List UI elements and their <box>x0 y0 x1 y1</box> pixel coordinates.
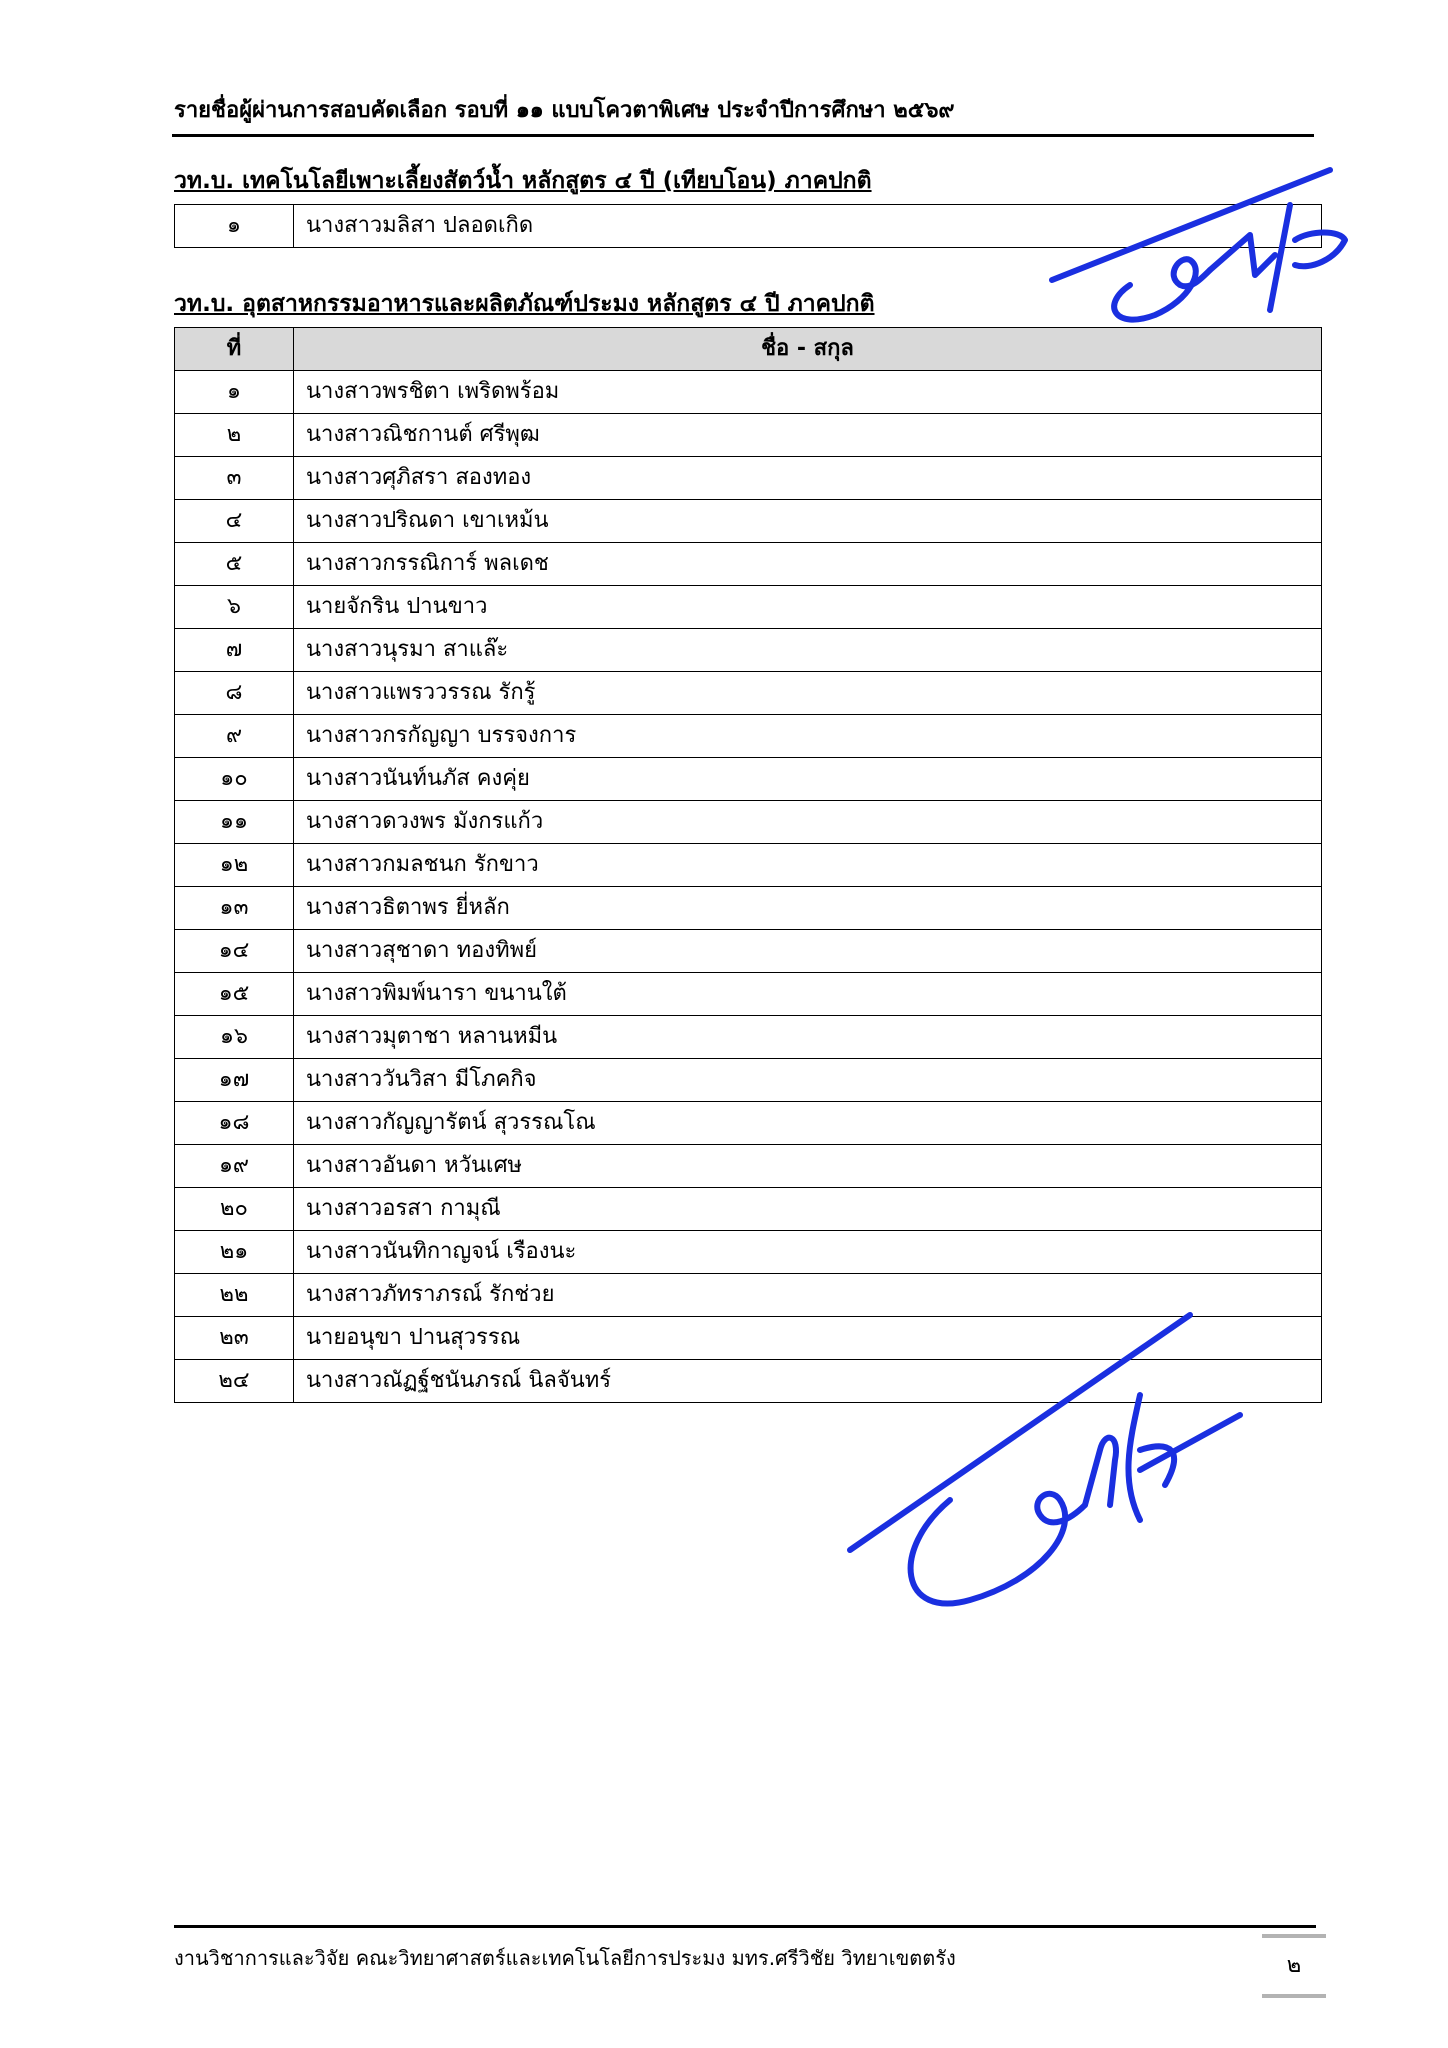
table-row <box>175 1231 1322 1274</box>
student-name: นางสาววันวิสา มีโภคกิจ <box>294 1059 1322 1102</box>
table-row <box>175 844 1322 887</box>
student-name: นางสาวสุชาดา ทองทิพย์ <box>294 930 1322 973</box>
row-number: ๑ <box>175 205 294 248</box>
table-row <box>175 586 1322 629</box>
student-name: นางสาวพรชิตา เพริดพร้อม <box>294 371 1322 414</box>
table-row <box>175 457 1322 500</box>
table-row <box>175 371 1322 414</box>
student-name: นางสาวศุภิสรา สองทอง <box>294 457 1322 500</box>
row-number: ๔ <box>175 500 294 543</box>
row-number: ๖ <box>175 586 294 629</box>
student-name: นางสาวกมลชนก รักขาว <box>294 844 1322 887</box>
row-number: ๙ <box>175 715 294 758</box>
row-number: ๕ <box>175 543 294 586</box>
document-title: รายชื่อผู้ผ่านการสอบคัดเลือก รอบที่ ๑๑ แบบโควตาพิเศษ ประจำปีการศึกษา ๒๕๖๙ <box>174 98 955 123</box>
row-number: ๑๐ <box>175 758 294 801</box>
row-number: ๒๓ <box>175 1317 294 1360</box>
table-row <box>175 672 1322 715</box>
table-row <box>175 1145 1322 1188</box>
row-number: ๒๑ <box>175 1231 294 1274</box>
section1-title: วท.บ. เทคโนโลยีเพาะเลี้ยงสัตว์น้ำ หลักสูตร ๔ ปี (เทียบโอน) ภาคปกติ <box>174 168 872 194</box>
student-name: นางสาวมลิสา ปลอดเกิด <box>294 205 1322 248</box>
table-row <box>175 715 1322 758</box>
page-number: ๒ <box>1262 1934 1326 1998</box>
row-number: ๑๔ <box>175 930 294 973</box>
table-row <box>175 973 1322 1016</box>
column-header-name: ชื่อ - สกุล <box>294 328 1322 371</box>
student-name: นางสาวพิมพ์นารา ขนานใต้ <box>294 973 1322 1016</box>
row-number: ๒๔ <box>175 1360 294 1403</box>
table-row <box>175 414 1322 457</box>
row-number: ๒๒ <box>175 1274 294 1317</box>
table-row <box>175 758 1322 801</box>
row-number: ๑๖ <box>175 1016 294 1059</box>
student-name: นายอนุขา ปานสุวรรณ <box>294 1317 1322 1360</box>
student-name: นางสาวอรสา กามุณี <box>294 1188 1322 1231</box>
table-row <box>175 543 1322 586</box>
student-name: นายจักริน ปานขาว <box>294 586 1322 629</box>
table-row <box>175 1016 1322 1059</box>
student-name: นางสาวกัญญารัตน์ สุวรรณโณ <box>294 1102 1322 1145</box>
table-row <box>175 1188 1322 1231</box>
student-name: นางสาวนันทิกาญจน์ เรืองนะ <box>294 1231 1322 1274</box>
student-name: นางสาวนุรมา สาแล๊ะ <box>294 629 1322 672</box>
table-row <box>175 500 1322 543</box>
row-number: ๑ <box>175 371 294 414</box>
column-header-no: ที่ <box>175 328 294 371</box>
student-name: นางสาวกรกัญญา บรรจงการ <box>294 715 1322 758</box>
section2-table <box>174 327 1322 1403</box>
row-number: ๑๕ <box>175 973 294 1016</box>
student-name: นางสาวกรรณิการ์ พลเดช <box>294 543 1322 586</box>
table-row <box>175 1102 1322 1145</box>
section2-title: วท.บ. อุตสาหกรรมอาหารและผลิตภัณฑ์ประมง หลักสูตร ๔ ปี ภาคปกติ <box>174 291 875 317</box>
row-number: ๓ <box>175 457 294 500</box>
row-number: ๑๘ <box>175 1102 294 1145</box>
student-name: นางสาวดวงพร มังกรแก้ว <box>294 801 1322 844</box>
row-number: ๑๙ <box>175 1145 294 1188</box>
student-name: นางสาวปริณดา เขาเหม้น <box>294 500 1322 543</box>
table-row <box>175 629 1322 672</box>
table-row <box>175 801 1322 844</box>
row-number: ๑๗ <box>175 1059 294 1102</box>
student-name: นางสาวณิชกานต์ ศรีพุฒ <box>294 414 1322 457</box>
footer-text: งานวิชาการและวิจัย คณะวิทยาศาสตร์และเทคโนโลยีการประมง มทร.ศรีวิชัย วิทยาเขตตรัง <box>174 1946 956 1970</box>
student-name: นางสาวภัทราภรณ์ รักช่วย <box>294 1274 1322 1317</box>
student-name: นางสาวนันท์นภัส คงคุ่ย <box>294 758 1322 801</box>
row-number: ๒๐ <box>175 1188 294 1231</box>
table-row <box>175 887 1322 930</box>
student-name: นางสาวธิตาพร ยี่หลัก <box>294 887 1322 930</box>
student-name: นางสาวอันดา หวันเศษ <box>294 1145 1322 1188</box>
table-row <box>175 930 1322 973</box>
row-number: ๑๑ <box>175 801 294 844</box>
footer-rule <box>174 1925 1316 1928</box>
row-number: ๑๓ <box>175 887 294 930</box>
signature-mark-bottom <box>840 1300 1260 1630</box>
row-number: ๘ <box>175 672 294 715</box>
student-name: นางสาวมุตาชา หลานหมีน <box>294 1016 1322 1059</box>
table-header-row <box>175 328 1322 371</box>
student-name: นางสาวแพรววรรณ รักรู้ <box>294 672 1322 715</box>
table-row <box>175 1059 1322 1102</box>
header-rule <box>172 134 1314 137</box>
row-number: ๒ <box>175 414 294 457</box>
row-number: ๗ <box>175 629 294 672</box>
student-name: นางสาวณัฏฐ์ชนันภรณ์ นิลจันทร์ <box>294 1360 1322 1403</box>
signature-mark-top <box>1040 160 1360 330</box>
row-number: ๑๒ <box>175 844 294 887</box>
